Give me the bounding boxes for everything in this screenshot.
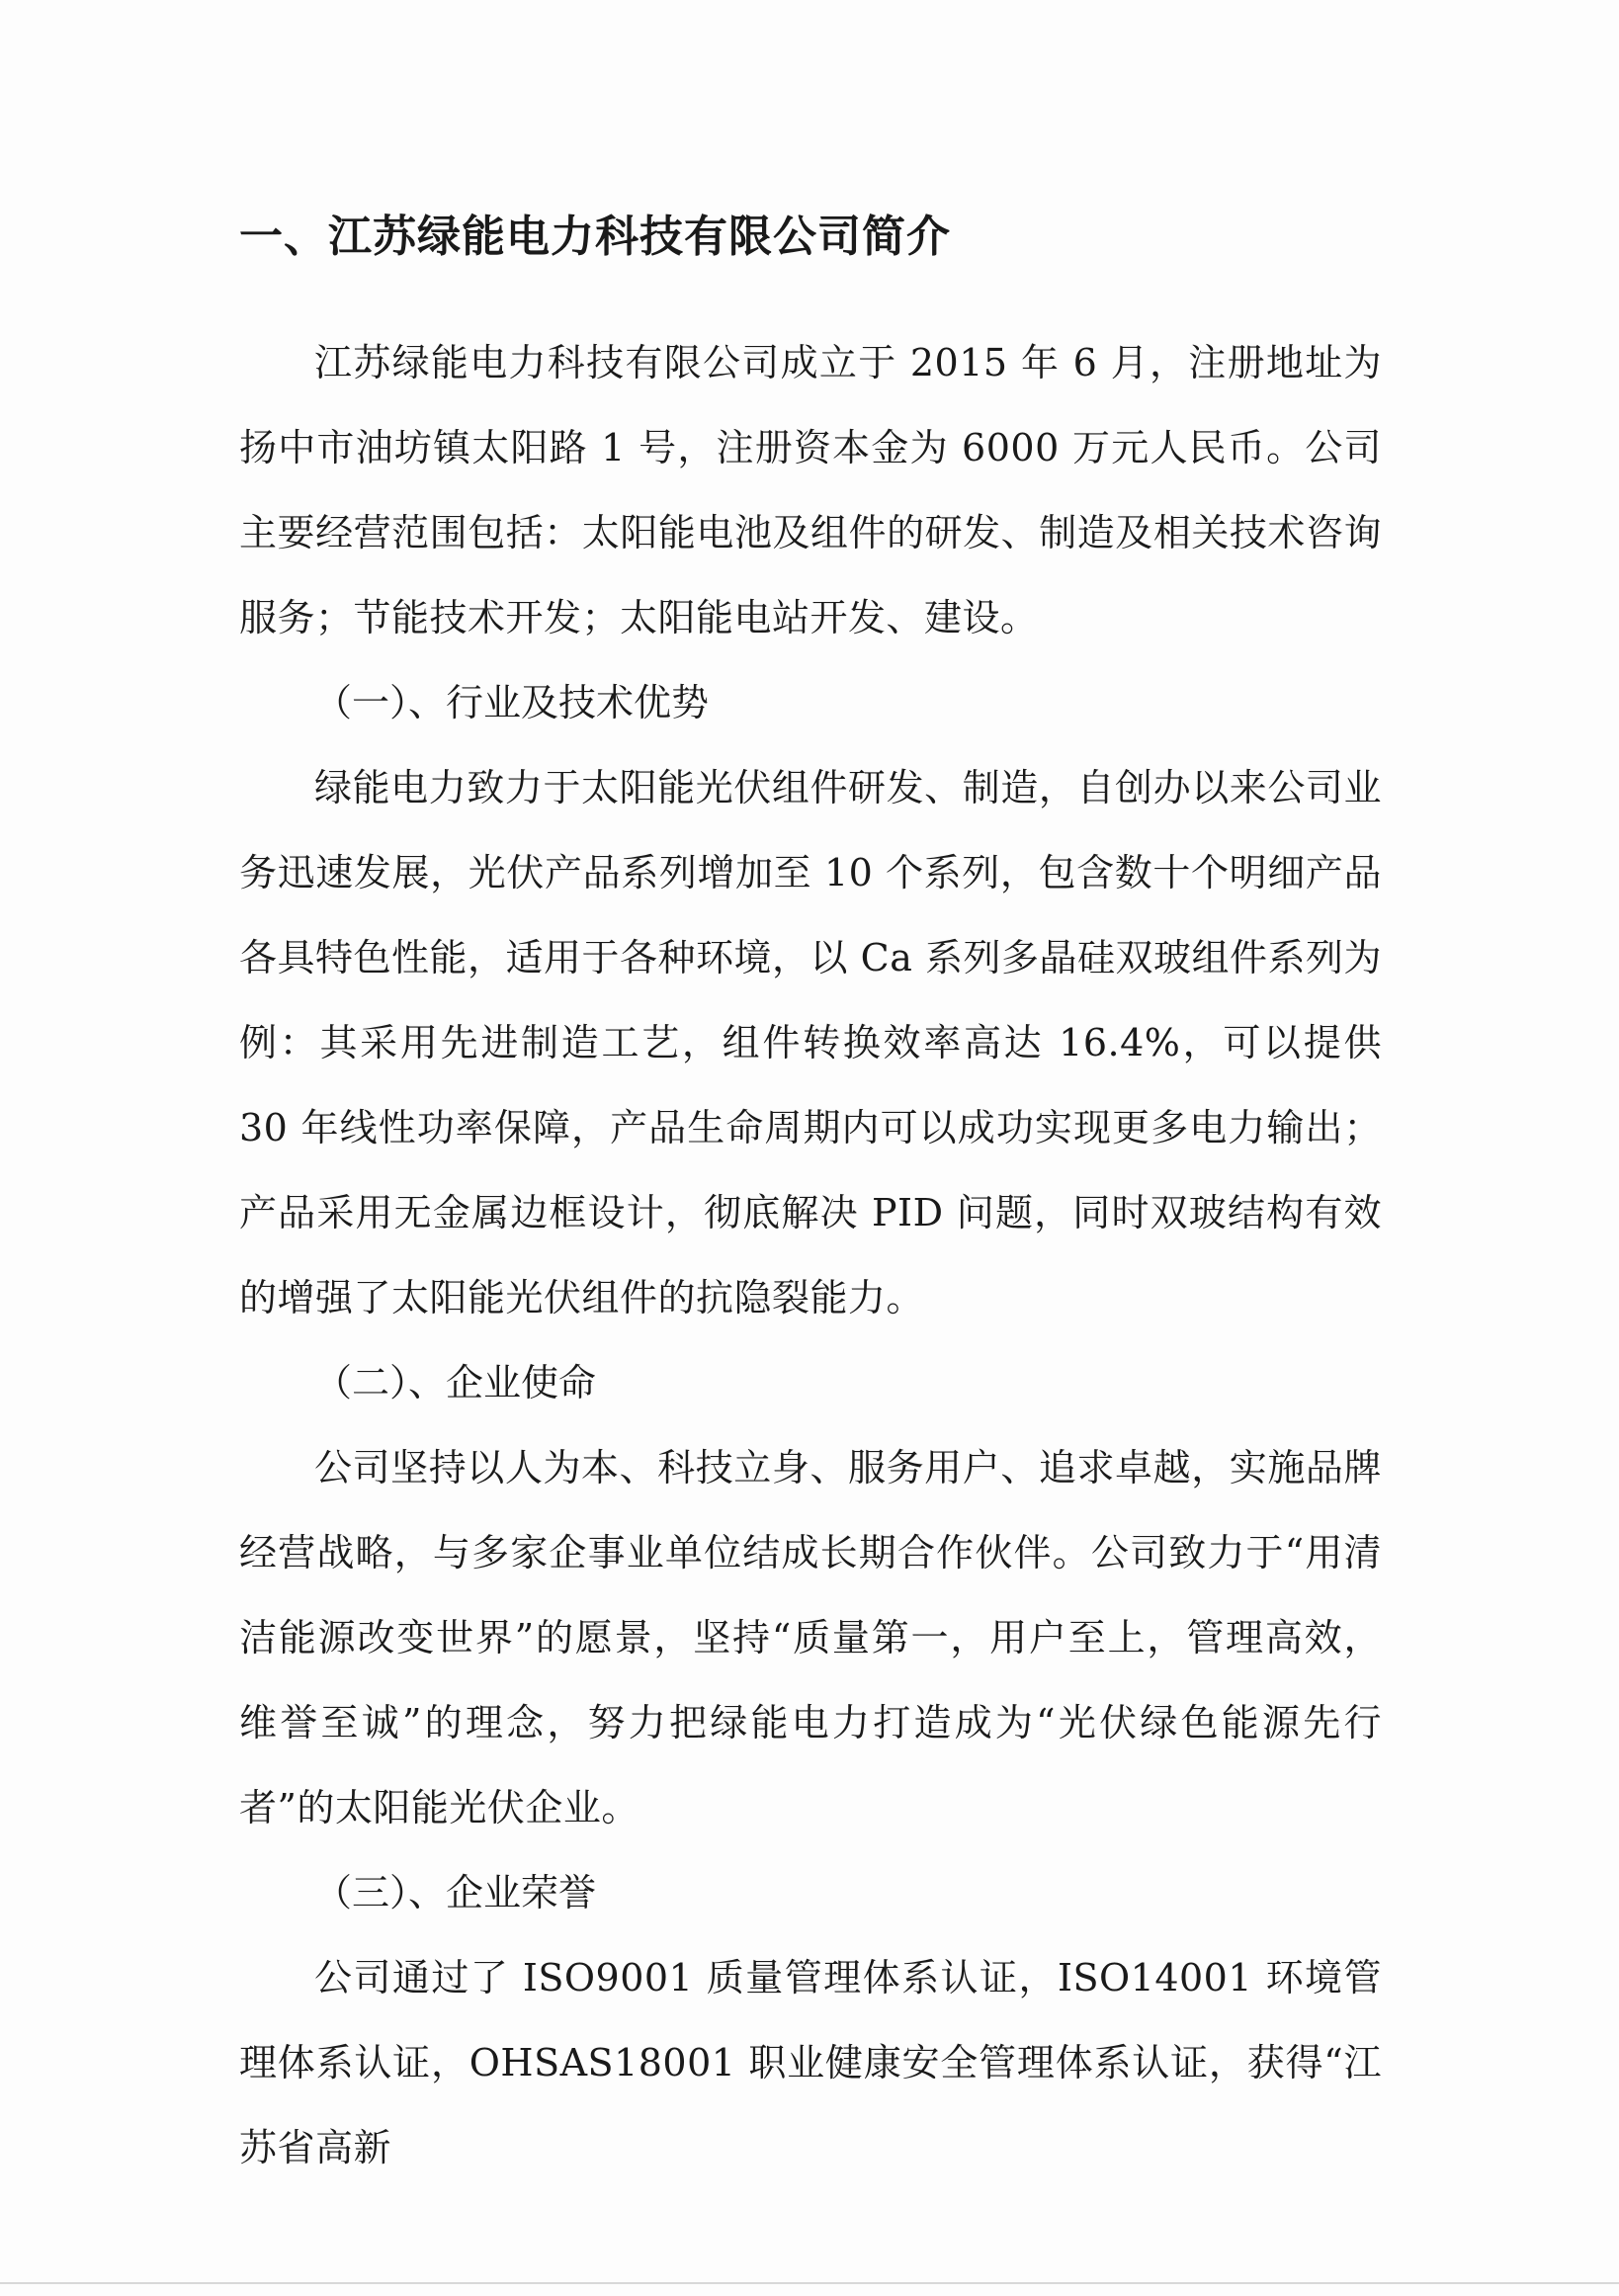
paragraph-mission: 公司坚持以人为本、科技立身、服务用户、追求卓越，实施品牌经营战略，与多家企事业单位结成长期合作伙伴。公司致力于“用清洁能源改变世界”的愿景，坚持“质量第一，用户至上，管理高效，维誉至诚”的理念，努力把绿能电力打造成为“光伏绿色能源先行者”的太阳能光伏企业。 [239, 1446, 1382, 1829]
scan-edge-line [0, 2282, 1619, 2284]
paragraph-honors: 公司通过了 ISO9001 质量管理体系认证，ISO14001 环境管理体系认证，OHSAS18001 职业健康安全管理体系认证，获得“江苏省高新 [239, 1956, 1382, 2169]
paragraph-industry-advantages: 绿能电力致力于太阳能光伏组件研发、制造，自创办以来公司业务迅速发展，光伏产品系列增加至 10 个系列，包含数十个明细产品各具特色性能，适用于各种环境，以 Ca 系列多晶硅双玻组件系列为例：其采用先进制造工艺，组件转换效率高达 16.4%，可以提供 30 年线性功率保障，产品生命周期内可以成功实现更多电力输出；产品采用无金属边框设计，彻底解决 PID 问题，同时双玻结构有效的增强了太阳能光伏组件的抗隐裂能力。 [239, 766, 1382, 1319]
section-heading-honors: （三）、企业荣誉 [314, 1871, 597, 1914]
section-heading-industry-advantages: （一）、行业及技术优势 [314, 681, 710, 724]
section-heading-mission: （二）、企业使命 [314, 1361, 597, 1404]
document-title: 一、江苏绿能电力科技有限公司简介 [239, 212, 951, 262]
paragraph-company-overview: 江苏绿能电力科技有限公司成立于 2015 年 6 月，注册地址为扬中市油坊镇太阳路 1 号，注册资本金为 6000 万元人民币。公司主要经营范围包括：太阳能电池及组件的研发、制造及相关技术咨询服务；节能技术开发；太阳能电站开发、建设。 [239, 341, 1382, 639]
